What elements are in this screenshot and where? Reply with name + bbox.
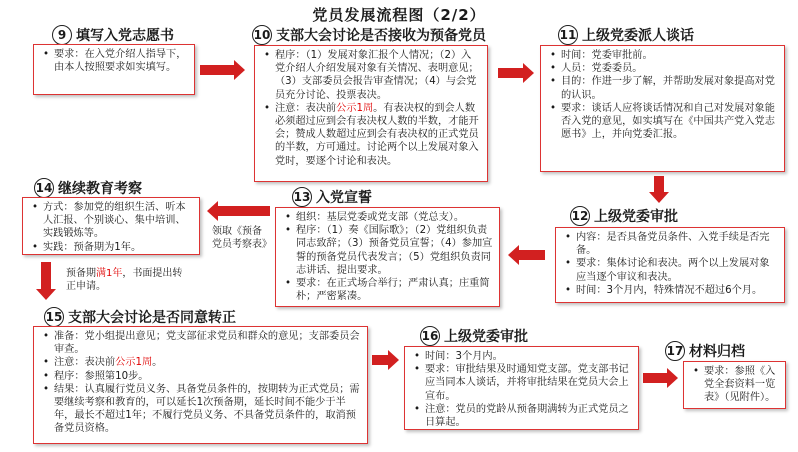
- step-16-heading: [420, 326, 528, 346]
- step-12-label: 上级党委审批: [594, 209, 678, 225]
- step-15-number: 15: [44, 307, 64, 327]
- step-16-box: [404, 346, 639, 430]
- step-16-label: 上级党委审批: [444, 329, 528, 345]
- step-17-box: [683, 361, 786, 409]
- step-12-item: • 内容：是否具备党员条件、入党手续是否完备。: [576, 231, 778, 257]
- step-11-item: • 目的：作进一步了解，并帮助发展对象提高对党的认识。: [561, 75, 778, 101]
- step-15-box: [33, 326, 368, 444]
- step-15-label: 支部大会讨论是否同意转正: [68, 310, 236, 326]
- step-16-item: • 要求：审批结果及时通知党支部。党支部书记应当同本人谈话，并将审批结果在党员大会上宣布。: [425, 363, 632, 403]
- step-14-item: • 方式：参加党的组织生活、听本人汇报、个别谈心、集中培训、实践锻炼等。: [43, 201, 193, 241]
- step-10-heading: [252, 25, 486, 45]
- step-16-item: • 时间：3个月内。: [425, 350, 632, 363]
- step-12-box: [555, 227, 785, 303]
- step-15-item: • 程序：参照第10步。: [54, 370, 361, 383]
- step-10-note-highlight: 公示1周: [336, 102, 374, 114]
- step-13-item: • 程序：（1）奏《国际歌》；（2）党组织负责同志致辞；（3）预备党员宣誓；（4）参加宣誓的预备党员代表发言；（5）党组织负责同志讲话、提出要求。: [296, 224, 493, 277]
- step-10-item: • 程序：（1）发展对象汇报个人情况；（2）入党介绍人介绍发展对象有关情况、表明意见；（3）支部委员会报告审查情况；（4）与会党员充分讨论、投票表决。: [275, 49, 481, 102]
- step-16-number: 16: [420, 326, 440, 346]
- step-13-box: [275, 207, 500, 307]
- arrow-15-to-16: [372, 350, 399, 370]
- step-13-item: • 组织：基层党委或党支部（党总支）。: [296, 211, 493, 224]
- step-11-item: • 人员：党委委员。: [561, 62, 778, 75]
- arrow-16-to-17: [643, 368, 678, 388]
- step-15-heading: [44, 307, 236, 327]
- step-13-number: 13: [292, 187, 312, 207]
- step-10-label: 支部大会讨论是否接收为预备党员: [276, 28, 486, 44]
- step-11-item: • 要求：谈话人应将谈话情况和自己对发展对象能否入党的意见，如实填写在《中国共产党入党志愿书》上，并向党委汇报。: [561, 102, 778, 142]
- step-11-number: 11: [558, 25, 578, 45]
- step-12-number: 12: [570, 206, 590, 226]
- step-11-label: 上级党委派人谈话: [582, 28, 694, 44]
- step-15-note: • 注意：表决前公示1周。: [54, 356, 361, 369]
- step-14-item: • 实践：预备期为1年。: [43, 241, 193, 254]
- expire-note-highlight: 满1年: [96, 268, 123, 279]
- step-14-heading: [34, 178, 142, 198]
- step-17-label: 材料归档: [689, 344, 745, 360]
- step-9-heading: [52, 25, 174, 45]
- arrow-11-to-12: [649, 176, 669, 203]
- arrow-9-to-10: [200, 60, 245, 80]
- collect-form-note: 领取《预备党员考察表》: [212, 226, 272, 250]
- step-11-heading: [558, 25, 694, 45]
- step-17-heading: [665, 341, 745, 361]
- step-14-number: 14: [34, 178, 54, 198]
- step-11-item: • 时间：党委审批前。: [561, 49, 778, 62]
- page-title: 党员发展流程图（2/2）: [312, 6, 486, 24]
- arrow-14-to-15: [36, 262, 56, 300]
- step-17-number: 17: [665, 341, 685, 361]
- step-9-number: 9: [52, 25, 72, 45]
- step-16-item: • 注意：党员的党龄从预备期满转为正式党员之日算起。: [425, 403, 632, 429]
- step-9-label: 填写入党志愿书: [76, 28, 174, 44]
- step-12-item: • 时间：3个月内，特殊情况不超过6个月。: [576, 284, 778, 297]
- step-9-item: • 要求：在入党介绍人指导下，由本人按照要求如实填写。: [54, 48, 188, 74]
- step-13-item: • 要求：在正式场合举行；严肃认真；庄重简朴；严密紧凑。: [296, 277, 493, 303]
- step-15-item: • 结果：认真履行党员义务、具备党员条件的，按期转为正式党员；需要继续考察和教育的，可以延长1次预备期，延长时间不能少于半年，最长不超过1年；不履行党员义务、不具备党员条件的，取消预备党员资格。: [54, 383, 361, 436]
- arrow-12-to-13: [508, 245, 545, 265]
- arrow-10-to-11: [498, 63, 534, 83]
- step-15-item: • 准备：党小组提出意见；党支部征求党员和群众的意见；支部委员会审查。: [54, 330, 361, 356]
- step-12-item: • 要求：集体讨论和表决。两个以上发展对象应当逐个审议和表决。: [576, 257, 778, 283]
- step-10-box: [254, 45, 488, 182]
- step-14-box: [22, 197, 200, 255]
- step-10-number: 10: [252, 25, 272, 45]
- arrow-13-to-14: [207, 201, 270, 221]
- step-11-box: [540, 45, 785, 172]
- step-17-item: • 要求：参照《入党全套资料一览表》（见附件）。: [704, 365, 779, 405]
- step-14-label: 继续教育考察: [58, 181, 142, 197]
- step-13-label: 入党宣誓: [316, 190, 372, 206]
- step-9-box: [33, 44, 195, 95]
- step-13-heading: [292, 187, 372, 207]
- expire-note: 预备期满1年，书面提出转正申请。: [66, 268, 183, 292]
- step-12-heading: [570, 206, 678, 226]
- step-15-note-highlight: 公示1周: [115, 357, 153, 369]
- step-10-note: • 注意：表决前公示1周。有表决权的到会人数必须超过应到会有表决权人数的半数，才能开会；赞成人数超过应到会有表决权的正式党员的半数，方可通过。讨论两个以上发展对象入党时，要逐个讨论和表决。: [275, 102, 481, 168]
